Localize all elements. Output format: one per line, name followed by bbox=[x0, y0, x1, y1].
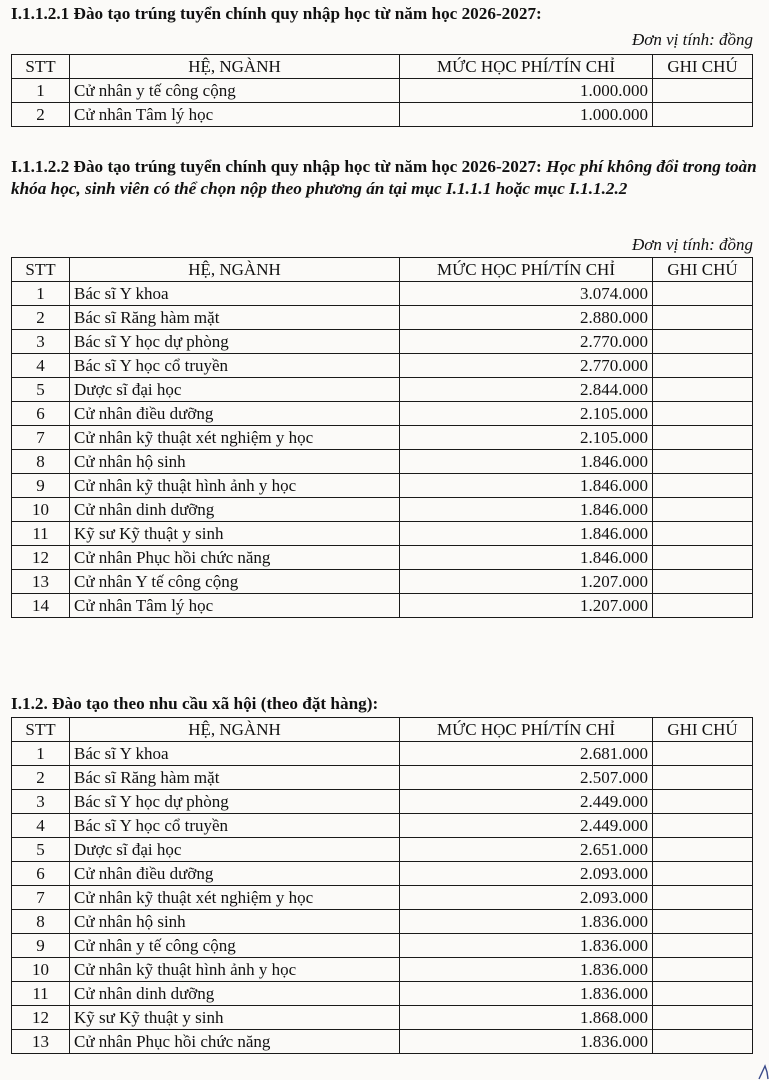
cell-program-name: Cử nhân y tế công cộng bbox=[70, 934, 400, 958]
cell-program-name: Cử nhân Tâm lý học bbox=[70, 594, 400, 618]
table-row bbox=[12, 594, 753, 618]
cell-stt: 2 bbox=[12, 103, 70, 127]
cell-note bbox=[653, 862, 753, 886]
cell-fee: 2.449.000 bbox=[400, 814, 653, 838]
cell-stt: 5 bbox=[12, 838, 70, 862]
cell-note bbox=[653, 982, 753, 1006]
column-header-name: HỆ, NGÀNH bbox=[70, 258, 400, 282]
table-row bbox=[12, 306, 753, 330]
cell-note bbox=[653, 766, 753, 790]
cell-note bbox=[653, 790, 753, 814]
table-row bbox=[12, 910, 753, 934]
cell-note bbox=[653, 1030, 753, 1054]
cell-stt: 1 bbox=[12, 79, 70, 103]
table-row bbox=[12, 958, 753, 982]
cell-stt: 8 bbox=[12, 450, 70, 474]
table-row bbox=[12, 402, 753, 426]
cell-stt: 7 bbox=[12, 886, 70, 910]
cell-stt: 8 bbox=[12, 910, 70, 934]
section-1-table-body bbox=[12, 79, 753, 127]
cell-note bbox=[653, 814, 753, 838]
cell-fee: 1.868.000 bbox=[400, 1006, 653, 1030]
cell-fee: 1.846.000 bbox=[400, 546, 653, 570]
cell-program-name: Cử nhân điều dưỡng bbox=[70, 402, 400, 426]
table-row bbox=[12, 522, 753, 546]
cell-fee: 1.846.000 bbox=[400, 522, 653, 546]
column-header-note: GHI CHÚ bbox=[653, 718, 753, 742]
table-row bbox=[12, 498, 753, 522]
cell-program-name: Bác sĩ Răng hàm mặt bbox=[70, 766, 400, 790]
cell-stt: 1 bbox=[12, 282, 70, 306]
cell-fee: 1.000.000 bbox=[400, 79, 653, 103]
table-row bbox=[12, 474, 753, 498]
cell-fee: 2.507.000 bbox=[400, 766, 653, 790]
cell-stt: 11 bbox=[12, 522, 70, 546]
cell-fee: 2.770.000 bbox=[400, 354, 653, 378]
section-2-fee-table bbox=[11, 257, 753, 618]
cell-stt: 4 bbox=[12, 814, 70, 838]
cell-fee: 2.880.000 bbox=[400, 306, 653, 330]
cell-program-name: Bác sĩ Y học dự phòng bbox=[70, 790, 400, 814]
cell-note bbox=[653, 522, 753, 546]
table-header-row bbox=[12, 55, 753, 79]
cell-program-name: Cử nhân hộ sinh bbox=[70, 450, 400, 474]
cell-stt: 12 bbox=[12, 1006, 70, 1030]
column-header-fee: MỨC HỌC PHÍ/TÍN CHỈ bbox=[400, 718, 653, 742]
table-header-row bbox=[12, 258, 753, 282]
cell-stt: 3 bbox=[12, 790, 70, 814]
column-header-stt: STT bbox=[12, 718, 70, 742]
table-row bbox=[12, 354, 753, 378]
cell-note bbox=[653, 742, 753, 766]
section-3-fee-table bbox=[11, 717, 753, 1054]
cell-fee: 1.207.000 bbox=[400, 594, 653, 618]
cell-fee: 2.105.000 bbox=[400, 402, 653, 426]
cell-note bbox=[653, 838, 753, 862]
cell-note bbox=[653, 474, 753, 498]
cell-stt: 14 bbox=[12, 594, 70, 618]
cell-fee: 1.207.000 bbox=[400, 570, 653, 594]
cell-fee: 1.000.000 bbox=[400, 103, 653, 127]
cell-program-name: Cử nhân kỹ thuật hình ảnh y học bbox=[70, 474, 400, 498]
cell-fee: 2.105.000 bbox=[400, 426, 653, 450]
cell-note bbox=[653, 594, 753, 618]
cell-note bbox=[653, 450, 753, 474]
table-row bbox=[12, 838, 753, 862]
cell-note bbox=[653, 330, 753, 354]
cell-fee: 1.836.000 bbox=[400, 910, 653, 934]
cell-fee: 1.846.000 bbox=[400, 498, 653, 522]
cell-note bbox=[653, 282, 753, 306]
cell-stt: 12 bbox=[12, 546, 70, 570]
cell-note bbox=[653, 378, 753, 402]
section-3-heading: I.1.2. Đào tạo theo nhu cầu xã hội (theo đặt hàng): bbox=[11, 694, 379, 713]
cell-stt: 4 bbox=[12, 354, 70, 378]
cell-stt: 3 bbox=[12, 330, 70, 354]
cell-stt: 9 bbox=[12, 934, 70, 958]
cell-program-name: Bác sĩ Y học dự phòng bbox=[70, 330, 400, 354]
cell-stt: 5 bbox=[12, 378, 70, 402]
table-row bbox=[12, 330, 753, 354]
cell-fee: 1.846.000 bbox=[400, 450, 653, 474]
cell-stt: 7 bbox=[12, 426, 70, 450]
cell-fee: 1.836.000 bbox=[400, 934, 653, 958]
column-header-note: GHI CHÚ bbox=[653, 55, 753, 79]
section-2-heading-italic: Học phí không đổi trong toàn khóa học, sinh viên có thể chọn nộp theo phương án tại mục I.1.1.1 hoặc mục I.1.1.2.2 bbox=[11, 157, 757, 198]
cell-program-name: Cử nhân kỹ thuật hình ảnh y học bbox=[70, 958, 400, 982]
table-header-row bbox=[12, 718, 753, 742]
pen-stroke-mark bbox=[757, 1060, 769, 1080]
cell-program-name: Bác sĩ Y khoa bbox=[70, 742, 400, 766]
cell-stt: 10 bbox=[12, 958, 70, 982]
cell-note bbox=[653, 306, 753, 330]
cell-fee: 2.449.000 bbox=[400, 790, 653, 814]
table-row bbox=[12, 790, 753, 814]
table-row bbox=[12, 450, 753, 474]
cell-fee: 1.846.000 bbox=[400, 474, 653, 498]
section-2-table-body bbox=[12, 282, 753, 618]
cell-program-name: Cử nhân điều dưỡng bbox=[70, 862, 400, 886]
table-row bbox=[12, 570, 753, 594]
cell-stt: 13 bbox=[12, 1030, 70, 1054]
cell-program-name: Cử nhân Tâm lý học bbox=[70, 103, 400, 127]
cell-stt: 9 bbox=[12, 474, 70, 498]
cell-fee: 2.093.000 bbox=[400, 886, 653, 910]
cell-program-name: Bác sĩ Y học cổ truyền bbox=[70, 814, 400, 838]
cell-note bbox=[653, 934, 753, 958]
column-header-name: HỆ, NGÀNH bbox=[70, 55, 400, 79]
cell-stt: 1 bbox=[12, 742, 70, 766]
table-row bbox=[12, 103, 753, 127]
cell-program-name: Bác sĩ Y học cổ truyền bbox=[70, 354, 400, 378]
cell-program-name: Dược sĩ đại học bbox=[70, 378, 400, 402]
cell-program-name: Cử nhân hộ sinh bbox=[70, 910, 400, 934]
cell-note bbox=[653, 354, 753, 378]
table-row bbox=[12, 79, 753, 103]
cell-fee: 3.074.000 bbox=[400, 282, 653, 306]
cell-stt: 10 bbox=[12, 498, 70, 522]
cell-note bbox=[653, 570, 753, 594]
cell-fee: 2.770.000 bbox=[400, 330, 653, 354]
cell-note bbox=[653, 1006, 753, 1030]
cell-fee: 2.093.000 bbox=[400, 862, 653, 886]
table-row bbox=[12, 766, 753, 790]
column-header-fee: MỨC HỌC PHÍ/TÍN CHỈ bbox=[400, 258, 653, 282]
section-1-heading: I.1.1.2.1 Đào tạo trúng tuyển chính quy nhập học từ năm học 2026-2027: bbox=[11, 4, 542, 23]
cell-program-name: Cử nhân kỹ thuật xét nghiệm y học bbox=[70, 426, 400, 450]
cell-note bbox=[653, 910, 753, 934]
column-header-note: GHI CHÚ bbox=[653, 258, 753, 282]
cell-stt: 11 bbox=[12, 982, 70, 1006]
column-header-stt: STT bbox=[12, 258, 70, 282]
cell-program-name: Bác sĩ Răng hàm mặt bbox=[70, 306, 400, 330]
cell-note bbox=[653, 103, 753, 127]
cell-fee: 1.836.000 bbox=[400, 982, 653, 1006]
cell-stt: 2 bbox=[12, 766, 70, 790]
cell-program-name: Bác sĩ Y khoa bbox=[70, 282, 400, 306]
cell-program-name: Cử nhân Phục hồi chức năng bbox=[70, 1030, 400, 1054]
cell-program-name: Cử nhân Phục hồi chức năng bbox=[70, 546, 400, 570]
cell-program-name: Cử nhân kỹ thuật xét nghiệm y học bbox=[70, 886, 400, 910]
cell-note bbox=[653, 402, 753, 426]
table-row bbox=[12, 1006, 753, 1030]
column-header-fee: MỨC HỌC PHÍ/TÍN CHỈ bbox=[400, 55, 653, 79]
cell-note bbox=[653, 546, 753, 570]
table-row bbox=[12, 886, 753, 910]
cell-note bbox=[653, 886, 753, 910]
cell-stt: 6 bbox=[12, 862, 70, 886]
column-header-name: HỆ, NGÀNH bbox=[70, 718, 400, 742]
cell-fee: 1.836.000 bbox=[400, 1030, 653, 1054]
table-row bbox=[12, 862, 753, 886]
cell-note bbox=[653, 79, 753, 103]
cell-stt: 2 bbox=[12, 306, 70, 330]
cell-program-name: Cử nhân Y tế công cộng bbox=[70, 570, 400, 594]
table-row bbox=[12, 1030, 753, 1054]
cell-fee: 2.651.000 bbox=[400, 838, 653, 862]
table-row bbox=[12, 282, 753, 306]
table-row bbox=[12, 934, 753, 958]
section-3-table-body bbox=[12, 742, 753, 1054]
table-row bbox=[12, 426, 753, 450]
table-row bbox=[12, 546, 753, 570]
cell-stt: 13 bbox=[12, 570, 70, 594]
section-2-heading bbox=[11, 156, 761, 200]
section-1-unit-note: Đơn vị tính: đồng bbox=[632, 30, 753, 49]
table-row bbox=[12, 982, 753, 1006]
section-2-heading-bold: I.1.1.2.2 Đào tạo trúng tuyển chính quy nhập học từ năm học 2026-2027: bbox=[11, 157, 547, 176]
cell-note bbox=[653, 958, 753, 982]
cell-program-name: Kỹ sư Kỹ thuật y sinh bbox=[70, 522, 400, 546]
section-2-unit-note: Đơn vị tính: đồng bbox=[632, 235, 753, 254]
cell-stt: 6 bbox=[12, 402, 70, 426]
cell-program-name: Kỹ sư Kỹ thuật y sinh bbox=[70, 1006, 400, 1030]
cell-program-name: Cử nhân y tế công cộng bbox=[70, 79, 400, 103]
table-row bbox=[12, 378, 753, 402]
column-header-stt: STT bbox=[12, 55, 70, 79]
cell-note bbox=[653, 426, 753, 450]
table-row bbox=[12, 814, 753, 838]
cell-program-name: Dược sĩ đại học bbox=[70, 838, 400, 862]
section-1-fee-table bbox=[11, 54, 753, 127]
table-row bbox=[12, 742, 753, 766]
cell-fee: 2.844.000 bbox=[400, 378, 653, 402]
cell-fee: 1.836.000 bbox=[400, 958, 653, 982]
cell-note bbox=[653, 498, 753, 522]
cell-fee: 2.681.000 bbox=[400, 742, 653, 766]
cell-program-name: Cử nhân dinh dưỡng bbox=[70, 982, 400, 1006]
cell-program-name: Cử nhân dinh dưỡng bbox=[70, 498, 400, 522]
